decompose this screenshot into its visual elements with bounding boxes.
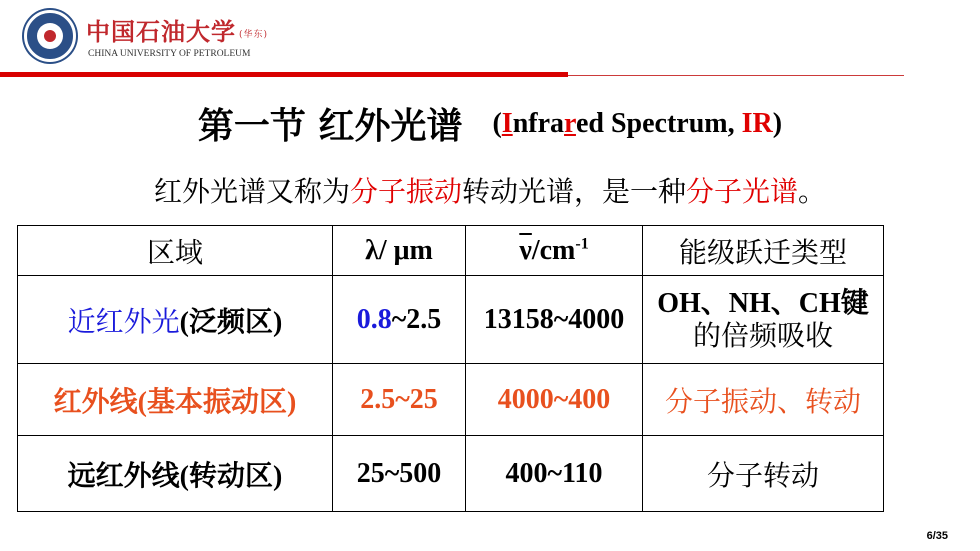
region-cell: 远红外线(转动区) bbox=[18, 436, 333, 512]
university-seal-icon bbox=[24, 10, 76, 62]
university-logo bbox=[18, 8, 278, 66]
university-name-cn: 中国石油大学 (华东) bbox=[86, 17, 269, 46]
title-en: (Infrared Spectrum, IR) bbox=[492, 107, 783, 139]
header-wavenumber: $\overline{\nu}/cm^{-1}$ bbox=[466, 226, 643, 276]
slide-subtitle: 红外光谱又称为分子振动转动光谱，是一种分子光谱。 bbox=[153, 175, 827, 208]
wavelength-cell: 25~500 bbox=[333, 436, 466, 512]
region-cell: 红外线(基本振动区) bbox=[18, 364, 333, 436]
wavenumber-cell: 400~110 bbox=[466, 436, 643, 512]
header-region: 区域 bbox=[18, 226, 333, 276]
header-transition-type: 能级跃迁类型 bbox=[643, 226, 884, 276]
table-header-row bbox=[18, 226, 884, 276]
table-row bbox=[18, 276, 884, 364]
wavelength-cell: 2.5~25 bbox=[333, 364, 466, 436]
slide-title bbox=[0, 98, 980, 149]
region-cell: 近红外光(泛频区) bbox=[18, 276, 333, 364]
campus-label: (华东) bbox=[239, 30, 269, 40]
transition-cell: 分子振动、转动 bbox=[643, 364, 884, 436]
transition-cell: 分子转动 bbox=[643, 436, 884, 512]
transition-cell: OH、NH、CH键 的倍频吸收 bbox=[643, 276, 884, 364]
header-divider-red bbox=[0, 72, 568, 77]
title-cn: 第一节 红外光谱 bbox=[197, 106, 463, 147]
header-divider-thin bbox=[568, 75, 904, 76]
page-number: 6/35 bbox=[926, 530, 948, 542]
wavelength-cell: 0.8~2.5 bbox=[333, 276, 466, 364]
ir-regions-table bbox=[17, 225, 884, 512]
university-name-en: CHINA UNIVERSITY OF PETROLEUM bbox=[88, 49, 251, 59]
table-row bbox=[18, 364, 884, 436]
table-row bbox=[18, 436, 884, 512]
wavenumber-cell: 13158~4000 bbox=[466, 276, 643, 364]
wavenumber-cell: 4000~400 bbox=[466, 364, 643, 436]
header-wavelength: λ/ μm bbox=[333, 226, 466, 276]
